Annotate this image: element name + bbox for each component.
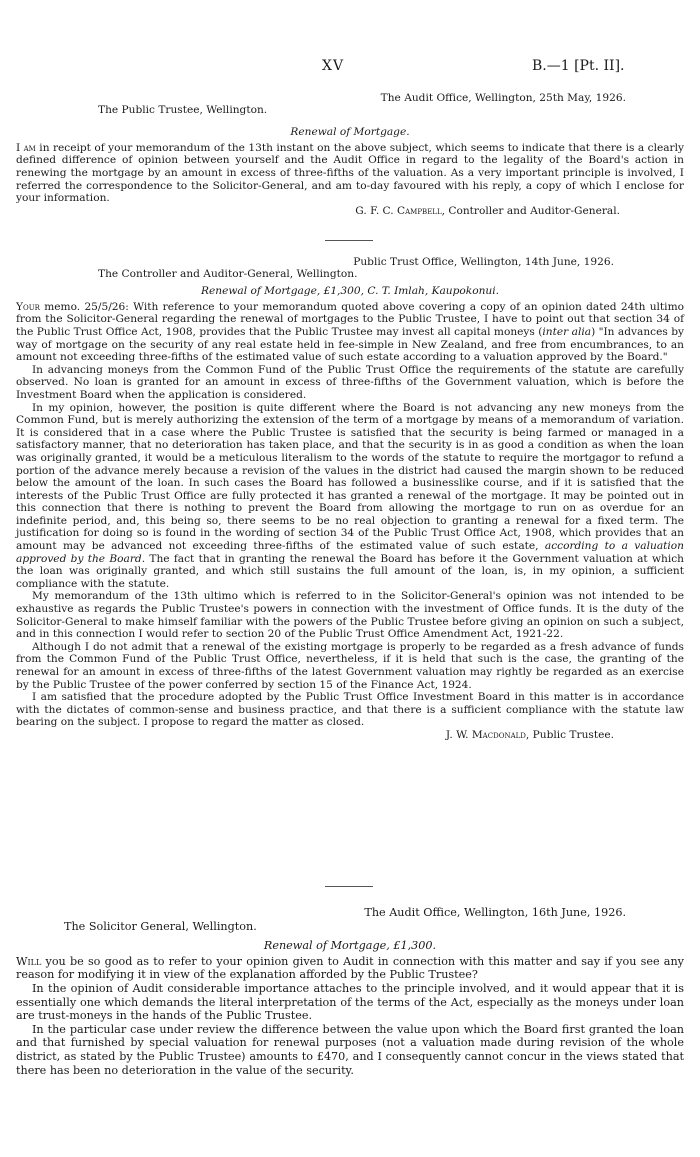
letter-audit-office-june — [16, 906, 684, 1077]
letter2-paragraph-2: In advancing moneys from the Common Fund of the Public Trust Office the requirements of the statute are carefully observed. No loan is granted for an amount in excess of three-fifths of the Government valuation, which is before the Investment Board when the application is considered. — [16, 363, 684, 401]
letter3-place-date: The Audit Office, Wellington, 16th June, 1926. — [364, 906, 626, 919]
letter-audit-office-may — [16, 92, 684, 217]
letter1-addressee: The Public Trustee, Wellington. — [98, 103, 268, 116]
letter1-subject: Renewal of Mortgage. — [290, 126, 410, 139]
letter2-paragraph-6: I am satisfied that the procedure adopted by the Public Trust Office Investment Board in this matter is in accordance with the dictates of common-sense and business practice, and that there is a sufficient compliance with the statute law bearing on the subject. I propose to regard the matter as closed. — [16, 691, 684, 729]
letter3-subject: Renewal of Mortgage, £1,300. — [263, 939, 437, 953]
letter2-paragraph-1 — [16, 301, 684, 364]
letter2-signature-name: J. W. Macdonald — [445, 728, 526, 741]
letter2-lead-in: Your — [16, 300, 40, 313]
letter2-addressee: The Controller and Auditor-General, Wellington. — [98, 267, 358, 280]
letter2-paragraph-3 — [16, 402, 684, 591]
letter1-lead-in: I am — [16, 141, 36, 154]
letter2-signature — [16, 729, 684, 742]
section-divider — [325, 886, 373, 887]
section-divider — [325, 240, 373, 241]
report-reference: B.—1 [Pt. II]. — [532, 58, 625, 74]
letter3-paragraph-1 — [16, 955, 684, 982]
page-header — [0, 58, 700, 80]
letter1-place-date: The Audit Office, Wellington, 25th May, 1926. — [380, 92, 626, 104]
letter2-p3-text-b: The fact that in granting the renewal the Board has before it the Government valuation at which the loan was originally granted, and which still sustains the full amount of the loan, is, in my opinion, a sufficient compliance with the statute. — [16, 552, 684, 590]
letter-public-trust-office — [16, 256, 684, 742]
letter1-body-text: in receipt of your memorandum of the 13th instant on the above subject, which seems to indicate that there is a clearly defined difference of opinion between yourself and the Audit Office in regard to the legality of the Board's action in renewing the mortgage by an amount in excess of three-fifths of the valuation. As a very important principle is involved, I referred the correspondence to the Solicitor-General, and am to-day favoured with his reply, a copy of which I enclose for your information. — [16, 141, 684, 205]
letter2-p1-text-a: memo. 25/5/26: With reference to your memorandum quoted above covering a copy of an opinion dated 24th ultimo from the Solicitor-General regarding the renewal of mortgages to the Public Trustee, I have to point out that section 34 of the Public Trust Office Act, 1908, provides that the Public Trustee may invest all capital moneys ( — [16, 300, 684, 338]
letter2-p3-italic: according to a valuation approved by the Board. — [16, 540, 684, 565]
letter1-signature — [16, 205, 684, 218]
letter2-paragraph-4: My memorandum of the 13th ultimo which is referred to in the Solicitor-General's opinion was not intended to be exhaustive as regards the Public Trustee's powers in connection with the investment of Office funds. It is the duty of the Solicitor-General to make himself familiar with the powers of the Public Trustee before giving an opinion on such a subject, and in this connection I would refer to section 20 of the Public Trust Office Amendment Act, 1921-22. — [16, 590, 684, 641]
letter1-signature-name: G. F. C. Campbell — [355, 204, 442, 217]
letter2-paragraph-5: Although I do not admit that a renewal of the existing mortgage is properly to be regarded as a fresh advance of funds from the Common Fund of the Public Trust Office, nevertheless, if it is held that such is the case, the granting of the renewal for an amount in excess of three-fifths of the latest Government valuation may rightly be regarded as an exercise by the Public Trustee of the power conferred by section 15 of the Finance Act, 1924. — [16, 640, 684, 691]
letter3-p1-text: you be so good as to refer to your opinion given to Audit in connection with this matter and say if you see any reason for modifying it in view of the explanation afforded by the Public Trustee? — [16, 954, 684, 982]
letter1-signature-title: , Controller and Auditor-General. — [441, 204, 620, 217]
letter2-place-date: Public Trust Office, Wellington, 14th June, 1926. — [353, 256, 614, 268]
page-number: XV — [322, 58, 345, 74]
letter3-lead-in: Will — [16, 954, 42, 968]
letter3-paragraph-2: In the opinion of Audit considerable importance attaches to the principle involved, and it would appear that it is essentially one which demands the literal interpretation of the terms of the Act, especially as the moneys under loan are trust-moneys in the hands of the Public Trustee. — [16, 981, 684, 1023]
letter2-subject: Renewal of Mortgage, £1,300, C. T. Imlah, Kaupokonui. — [201, 285, 499, 298]
letter2-signature-title: , Public Trustee. — [525, 728, 614, 741]
letter2-p1-text-b: ) "In advances by way of mortgage on the security of any real estate held in fee-simple in New Zealand, and free from encumbrances, to an amount not exceeding three-fifths of the estimated value of such estate according to a valuation approved by the Board." — [16, 325, 684, 364]
letter2-p3-text-a: In my opinion, however, the position is quite different where the Board is not advancing any new moneys from the Common Fund, but is merely authorizing the extension of the term of a mortgage by means of a memorandum of variation. It is considered that in a case where the Public Trustee is satisfied that the security is being farmed or managed in a satisfactory manner, that no deterioration has taken place, and that the security is in as good a condition as when the loan was originally granted, it would be a meticulous literalism to the words of the statute to require the mortgagor to refund a portion of the advance merely because a revision of the values in the district had caused the margin shown to be reduced below the amount of the loan. In such cases the Board has followed a businesslike course, and if it is satisfied that the interests of the Public Trust Office are fully protected it has granted a renewal of the mortgage. It may be pointed out in this connection that there is nothing to prevent the Board from allowing the mortgage to run on as overdue for an indefinite period, and, this being so, there seems to be no real objection to granting a renewal for a fixed term. The justification for doing so is found in the wording of section 34 of the Public Trust Office Act, 1908, which provides that an amount may be advanced not exceeding three-fifths of the estimated value of such estate, — [16, 401, 684, 553]
letter1-body — [16, 142, 684, 205]
letter2-p1-italic: inter alia — [542, 325, 592, 338]
letter3-addressee: The Solicitor General, Wellington. — [64, 919, 257, 933]
letter3-paragraph-3: In the particular case under review the difference between the value upon which the Board first granted the loan and that furnished by special valuation for renewal purposes (not a valuation made during revision of the whole district, as stated by the Public Trustee) amounts to £470, and I consequently cannot concur in the views stated that there has been no deterioration in the value of the security. — [16, 1022, 684, 1077]
